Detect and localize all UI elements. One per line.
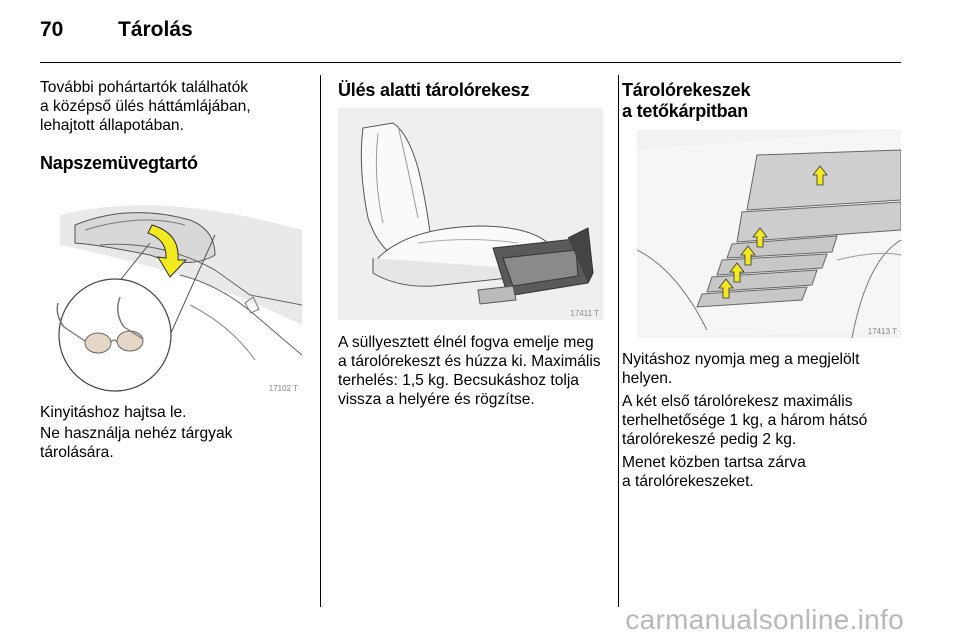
paragraph-line: terhelés: 1,5 kg. Becsukáshoz tolja [338,372,579,389]
intro-line: További pohártartók találhatók [40,79,249,96]
column-divider-1 [320,75,321,607]
paragraph-line: a tárolórekeszeket. [622,473,754,490]
paragraph-line: tárolására. [40,444,114,461]
paragraph-line: terhelhetősége 1 kg, a három hátsó [622,412,868,429]
col1-intro [40,78,305,135]
paragraph-line: vissza a helyére és rögzítse. [338,391,535,408]
paragraph-line: a tárolórekeszt és húzza ki. Maximális [338,353,601,370]
figure-code: 17411 T [570,309,599,318]
header-rule [40,62,901,63]
chapter-title: Tárolás [118,18,193,41]
paragraph-line: tárolórekeszé pedig 2 kg. [622,431,797,448]
figure-roof-storage [637,130,901,338]
intro-line: a középső ülés háttámlájában, [40,98,251,115]
col3-body [622,350,902,491]
paragraph-line: Menet közben tartsa zárva [622,454,806,471]
col3-heading [622,80,902,122]
watermark: carmanualsonline.info [625,604,904,635]
intro-line: lehajtott állapotában. [40,117,184,134]
seat-drawer-illustration [338,108,603,320]
figure-code: 17102 T [268,384,298,393]
col1-body [40,403,305,462]
col2-body [338,333,604,409]
section-heading-line: a tetőkárpitban [622,101,749,121]
section-heading-sunglasses: Napszemüvegtartó [40,153,198,173]
section-heading-underseat: Ülés alatti tárolórekesz [338,80,530,100]
paragraph-line: A süllyesztett élnél fogva emelje meg [338,334,594,351]
paragraph: Kinyitáshoz hajtsa le. [40,404,187,421]
page-number: 70 [40,18,64,41]
paragraph-line: A két első tárolórekesz maximális [622,393,853,410]
figure-code: 17413 T [867,327,897,336]
roof-storage-illustration [637,130,901,338]
figure-sunglasses-holder [40,185,302,395]
sunglasses-holder-illustration [40,185,302,395]
section-heading-line: Tárolórekeszek [622,80,751,100]
paragraph-line: helyen. [622,370,673,387]
paragraph-line: Nyitáshoz nyomja meg a megjelölt [622,351,860,368]
paragraph-line: Ne használja nehéz tárgyak [40,425,233,442]
column-divider-2 [618,75,619,607]
figure-underseat-drawer [338,108,603,320]
